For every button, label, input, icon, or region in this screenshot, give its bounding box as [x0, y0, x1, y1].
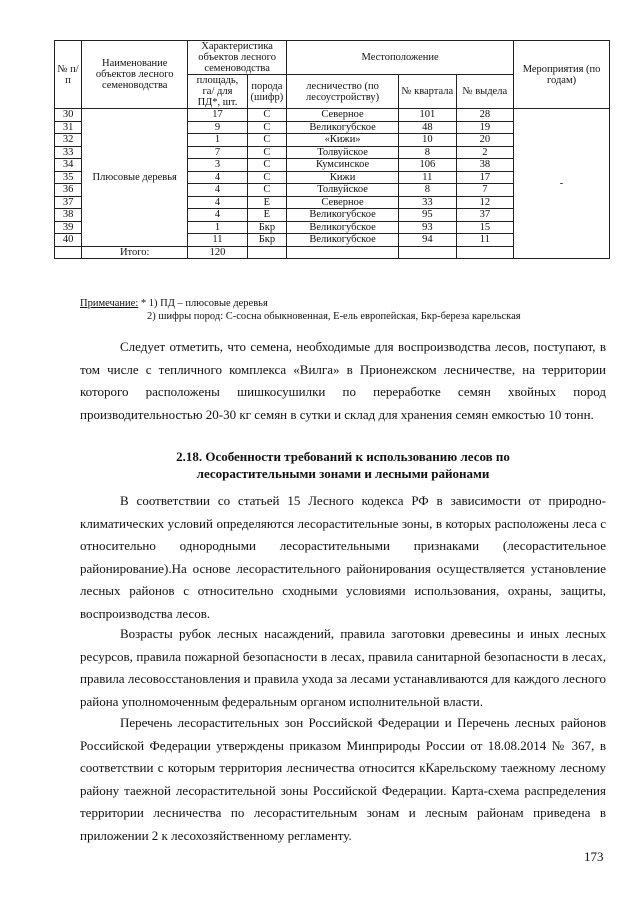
cell-num: 30: [55, 109, 82, 122]
cell-quarter: 48: [399, 121, 457, 134]
seed-objects-table: [54, 40, 610, 259]
cell-forestry: Великогубское: [287, 234, 399, 247]
page-number: 173: [584, 849, 604, 864]
cell-vydel: 19: [456, 121, 514, 134]
cell-forestry: Кумсинское: [287, 159, 399, 172]
cell-vydel: 11: [456, 234, 514, 247]
cell-vydel: 2: [456, 146, 514, 159]
cell-num: 40: [55, 234, 82, 247]
cell-area: 3: [188, 159, 248, 172]
header-name: Наименование объектов лесного семеноводства: [82, 41, 188, 109]
cell-species: Бкр: [247, 234, 286, 247]
cell-num: 33: [55, 146, 82, 159]
cell-species: С: [247, 134, 286, 147]
cell-forestry: Северное: [287, 196, 399, 209]
header-measures: Мероприятия (по годам): [514, 41, 610, 109]
cell-quarter: 8: [399, 184, 457, 197]
cell-area: 11: [188, 234, 248, 247]
cell-num: 34: [55, 159, 82, 172]
cell-quarter: 11: [399, 171, 457, 184]
note-line-2: 2) шифры пород: С-сосна обыкновенная, Е-ель европейская, Бкр-береза карельская: [147, 311, 521, 322]
cell-quarter: 101: [399, 109, 457, 122]
cell-quarter: 93: [399, 221, 457, 234]
header-characteristics: Характеристика объектов лесного семеноводства: [188, 41, 287, 75]
cell-quarter: 33: [399, 196, 457, 209]
cell-species: С: [247, 159, 286, 172]
cell-area: 7: [188, 146, 248, 159]
cell-species: С: [247, 121, 286, 134]
header-vydel: № выдела: [456, 75, 514, 109]
cell-area: 1: [188, 134, 248, 147]
paragraph-list: Перечень лесорастительных зон Российской Федерации и Перечень лесных районов Российской Федерации утверждены приказом Минприроды России от 18.08.2014 № 367, в соответствии с которым территория лесничества относится кКарельскому таежному лесному району таежной лесорастительной зоны Российской Федерации. Карта-схема распределения территории лесничества по лесорастительным зонам и лесным районам приведена в приложении 2 к лесохозяйственному регламенту.: [80, 715, 606, 843]
section-heading-line-1: 2.18. Особенности требований к использованию лесов по: [176, 449, 510, 464]
paragraph-rules: Возрасты рубок лесных насаждений, правила заготовки древесины и иных лесных ресурсов, правила пожарной безопасности в лесах, правила санитарной безопасности в лесах, правила лесовосстановления и правила ухода за лесами устанавливаются для каждого лесного района уполномоченным федеральным органом исполнительной власти.: [80, 626, 606, 709]
cell-vydel: 20: [456, 134, 514, 147]
header-area: площадь, га/ для ПД*, шт.: [188, 75, 248, 109]
cell-num: 37: [55, 196, 82, 209]
cell-species: Е: [247, 209, 286, 222]
cell-forestry: Толвуйское: [287, 184, 399, 197]
cell-quarter: 10: [399, 134, 457, 147]
cell-forestry: Кижи: [287, 171, 399, 184]
cell-species: Е: [247, 196, 286, 209]
cell-vydel: 37: [456, 209, 514, 222]
cell-vydel: 12: [456, 196, 514, 209]
cell-species: С: [247, 171, 286, 184]
cell-num: 36: [55, 184, 82, 197]
cell-vydel: 15: [456, 221, 514, 234]
cell-empty: [287, 246, 399, 259]
header-species: порода (шифр): [247, 75, 286, 109]
header-forestry: лесничество (по лесоустройству): [287, 75, 399, 109]
cell-num: 32: [55, 134, 82, 147]
header-num: № п/п: [55, 41, 82, 109]
cell-vydel: 28: [456, 109, 514, 122]
note-label: Примечание:: [80, 298, 139, 309]
cell-num: 31: [55, 121, 82, 134]
cell-area: 17: [188, 109, 248, 122]
cell-area: 4: [188, 196, 248, 209]
cell-area: 9: [188, 121, 248, 134]
header-quarter: № квартала: [399, 75, 457, 109]
cell-vydel: 38: [456, 159, 514, 172]
header-location: Местоположение: [287, 41, 514, 75]
cell-num: 38: [55, 209, 82, 222]
cell-species: С: [247, 146, 286, 159]
table-note: [80, 297, 521, 323]
cell-quarter: 8: [399, 146, 457, 159]
cell-area: 4: [188, 184, 248, 197]
cell-num: 35: [55, 171, 82, 184]
cell-species: С: [247, 184, 286, 197]
cell-empty: [399, 246, 457, 259]
cell-forestry: Великогубское: [287, 209, 399, 222]
total-value: 120: [188, 246, 248, 259]
cell-species: С: [247, 109, 286, 122]
note-text-1: * 1) ПД – плюсовые деревья: [138, 298, 268, 309]
cell-forestry: «Кижи»: [287, 134, 399, 147]
table-body: [55, 109, 610, 259]
cell-empty: [55, 246, 82, 259]
cell-forestry: Великогубское: [287, 221, 399, 234]
cell-species: Бкр: [247, 221, 286, 234]
cell-area: 4: [188, 171, 248, 184]
section-heading: [80, 448, 606, 482]
cell-quarter: 95: [399, 209, 457, 222]
section-heading-line-2: лесорастительными зонами и лесными районами: [196, 466, 490, 481]
cell-vydel: 7: [456, 184, 514, 197]
cell-num: 39: [55, 221, 82, 234]
cell-forestry: Северное: [287, 109, 399, 122]
table-row: [55, 109, 610, 122]
paragraph-seeds: Следует отметить, что семена, необходимые для воспроизводства лесов, поступают, в том числе с тепличного комплекса «Вилга» в Прионежском лесничестве, на территории которого расположены шишкосушилки по переработке семян хвойных пород производительностью 20-30 кг семян в сутки и склад для хранения семян емкостью 10 тонн.: [80, 339, 606, 422]
cell-quarter: 106: [399, 159, 457, 172]
cell-forestry: Великогубское: [287, 121, 399, 134]
cell-forestry: Толвуйское: [287, 146, 399, 159]
cell-measures: -: [514, 109, 610, 259]
note-line-1: [80, 297, 521, 310]
cell-area: 1: [188, 221, 248, 234]
cell-area: 4: [188, 209, 248, 222]
cell-vydel: 17: [456, 171, 514, 184]
cell-empty: [456, 246, 514, 259]
cell-object-name: Плюсовые деревья: [82, 109, 188, 247]
total-label: Итого:: [82, 246, 188, 259]
cell-quarter: 94: [399, 234, 457, 247]
cell-empty: [247, 246, 286, 259]
paragraph-zoning: В соответствии со статьей 15 Лесного кодекса РФ в зависимости от природно-климатических условий определяются лесорастительные зоны, в которых расположены леса с относительно однородными лесорастительными признаками (лесорастительное районирование).На основе лесорастительного районирования осуществляется установление лесных районов с относительно сходными условиями использования, охраны, защиты, воспроизводства лесов.: [80, 493, 606, 621]
